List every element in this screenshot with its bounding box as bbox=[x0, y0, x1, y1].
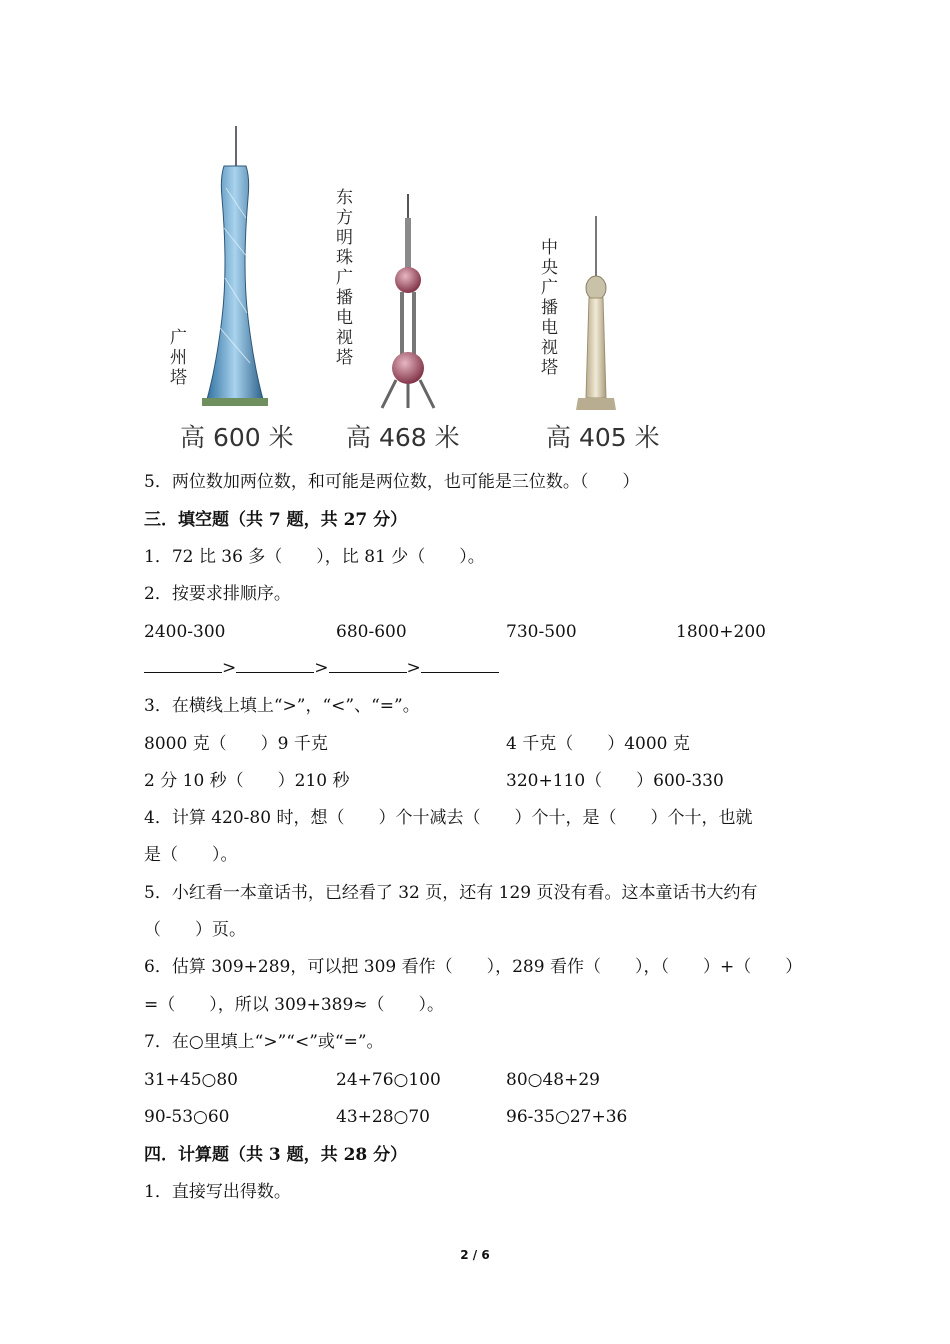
tower-height-oriental-pearl: 高 468 米 bbox=[346, 423, 460, 452]
q7-item-6: 96-35○27+36 bbox=[506, 1107, 628, 1127]
q7-item-4: 90-53○60 bbox=[144, 1107, 230, 1127]
fill-q7: 7．在○里填上“>”“<”或“=”。 bbox=[144, 1032, 384, 1052]
q7-item-2: 24+76○100 bbox=[336, 1070, 441, 1090]
towers-illustration bbox=[150, 118, 690, 463]
fill-q2: 2．按要求排顺序。 bbox=[144, 584, 291, 604]
q2-item-1: 2400-300 bbox=[144, 622, 226, 642]
q3-item-1: 8000 克（ ）9 千克 bbox=[144, 734, 328, 754]
tower-height-cctv: 高 405 米 bbox=[546, 423, 660, 452]
fill-q3: 3．在横线上填上“>”，“<”、“=”。 bbox=[144, 696, 420, 716]
q2-item-2: 680-600 bbox=[336, 622, 407, 642]
fill-q6-line2: =（ ），所以 309+389≈（ ）。 bbox=[144, 995, 445, 1015]
answer-blank-1[interactable] bbox=[144, 658, 222, 673]
q3-item-3: 2 分 10 秒（ ）210 秒 bbox=[144, 771, 350, 791]
q2-item-4: 1800+200 bbox=[676, 622, 766, 642]
q7-item-3: 80○48+29 bbox=[506, 1070, 600, 1090]
page-number: 2 / 6 bbox=[460, 1248, 490, 1262]
answer-blank-2[interactable] bbox=[236, 658, 314, 673]
q3-item-4: 320+110（ ）600-330 bbox=[506, 771, 724, 791]
fill-q4-line2: 是（ ）。 bbox=[144, 845, 238, 865]
judge-q5: 5．两位数加两位数，和可能是两位数，也可能是三位数。（ ） bbox=[144, 472, 640, 492]
oriental-pearl-tower-icon bbox=[382, 194, 434, 408]
q2-answer-blanks: > > > bbox=[144, 657, 499, 679]
tower-label-cctv: 中央广播电视塔 bbox=[537, 238, 557, 378]
cctv-tower-icon bbox=[576, 216, 616, 410]
fill-q5-line1: 5．小红看一本童话书，已经看了 32 页，还有 129 页没有看。这本童话书大约有 bbox=[144, 883, 758, 903]
answer-blank-3[interactable] bbox=[329, 658, 407, 673]
q2-item-3: 730-500 bbox=[506, 622, 577, 642]
calc-q1: 1．直接写出得数。 bbox=[144, 1182, 291, 1202]
tower-height-guangzhou: 高 600 米 bbox=[180, 423, 294, 452]
section-calc-title: 四．计算题（共 3 题，共 28 分） bbox=[144, 1145, 408, 1165]
tower-label-guangzhou: 广州塔 bbox=[166, 328, 186, 388]
fill-q4-line1: 4．计算 420-80 时，想（ ）个十减去（ ）个十，是（ ）个十，也就 bbox=[144, 808, 753, 828]
towers-figure bbox=[150, 118, 690, 463]
fill-q1: 1．72 比 36 多（ ），比 81 少（ ）。 bbox=[144, 547, 485, 567]
answer-blank-4[interactable] bbox=[421, 658, 499, 673]
q3-item-2: 4 千克（ ）4000 克 bbox=[506, 734, 690, 754]
guangzhou-tower-icon bbox=[202, 126, 268, 406]
fill-q5-line2: （ ）页。 bbox=[144, 920, 246, 940]
q7-item-5: 43+28○70 bbox=[336, 1107, 430, 1127]
tower-label-oriental-pearl: 东方明珠广播电视塔 bbox=[332, 188, 352, 368]
fill-q6-line1: 6．估算 309+289，可以把 309 看作（ ），289 看作（ ），（ ）+（ ） bbox=[144, 957, 803, 977]
q7-item-1: 31+45○80 bbox=[144, 1070, 238, 1090]
section-fill-title: 三．填空题（共 7 题，共 27 分） bbox=[144, 510, 408, 530]
